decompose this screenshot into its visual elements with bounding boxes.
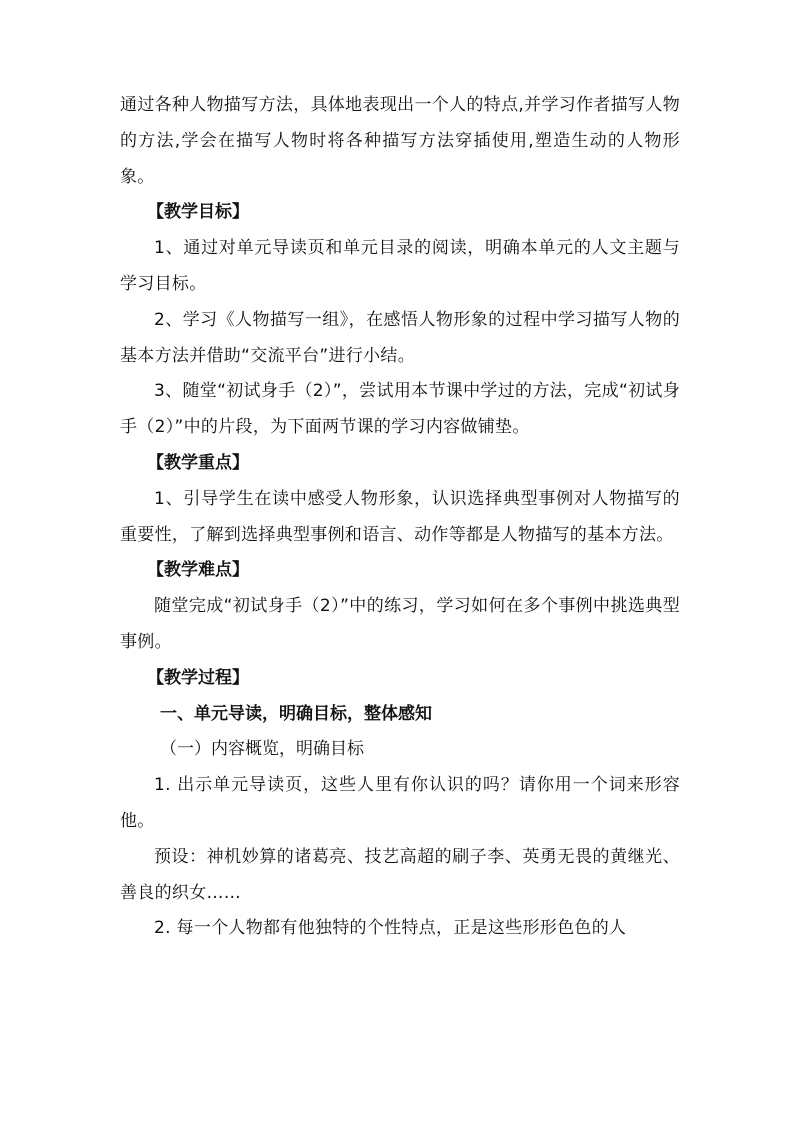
- key-point-item: 1、引导学生在读中感受人物形象，认识选择典型事例对人物描写的重要性，了解到选择典型事例和语言、动作等都是人物描写的基本方法。: [120, 488, 680, 545]
- step-two-paragraph: 2. 每一个人物都有他独特的个性特点，正是这些形形色色的人: [154, 918, 627, 939]
- document-page: [120, 88, 680, 947]
- preset-paragraph: 预设：神机妙算的诸葛亮、技艺高超的刷子李、英勇无畏的黄继光、善良的织女……: [120, 846, 680, 903]
- objective-item: 1、通过对单元导读页和单元目录的阅读，明确本单元的人文主题与学习目标。: [120, 238, 680, 294]
- subsection-one-heading: （一）内容概览，明确目标: [160, 739, 364, 760]
- objective-item: 3、随堂“初试身手（2）”，尝试用本节课中学过的方法，完成“初试身手（2）”中的片段，为下面两节课的学习内容做铺垫。: [120, 381, 680, 438]
- objective-item: 2、学习《人物描写一组》，在感悟人物形象的过程中学习描写人物的基本方法并借助“交流平台”进行小结。: [120, 309, 680, 366]
- objectives-heading: 【教学目标】: [147, 202, 249, 223]
- process-heading: 【教学过程】: [147, 667, 249, 688]
- step-one-paragraph: 1. 出示单元导读页，这些人里有你认识的吗？请你用一个词来形容他。: [120, 775, 680, 831]
- difficulty-heading: 【教学难点】: [147, 560, 249, 581]
- key-points-heading: 【教学重点】: [147, 452, 249, 473]
- intro-paragraph: 通过各种人物描写方法，具体地表现出一个人的特点,并学习作者描写人物的方法,学会在描写人物时将各种描写方法穿插使用,塑造生动的人物形象。: [120, 95, 680, 187]
- difficulty-paragraph: 随堂完成“初试身手（2）”中的练习，学习如何在多个事例中挑选典型事例。: [120, 596, 680, 652]
- section-one-heading: 一、单元导读，明确目标，整体感知: [160, 703, 432, 724]
